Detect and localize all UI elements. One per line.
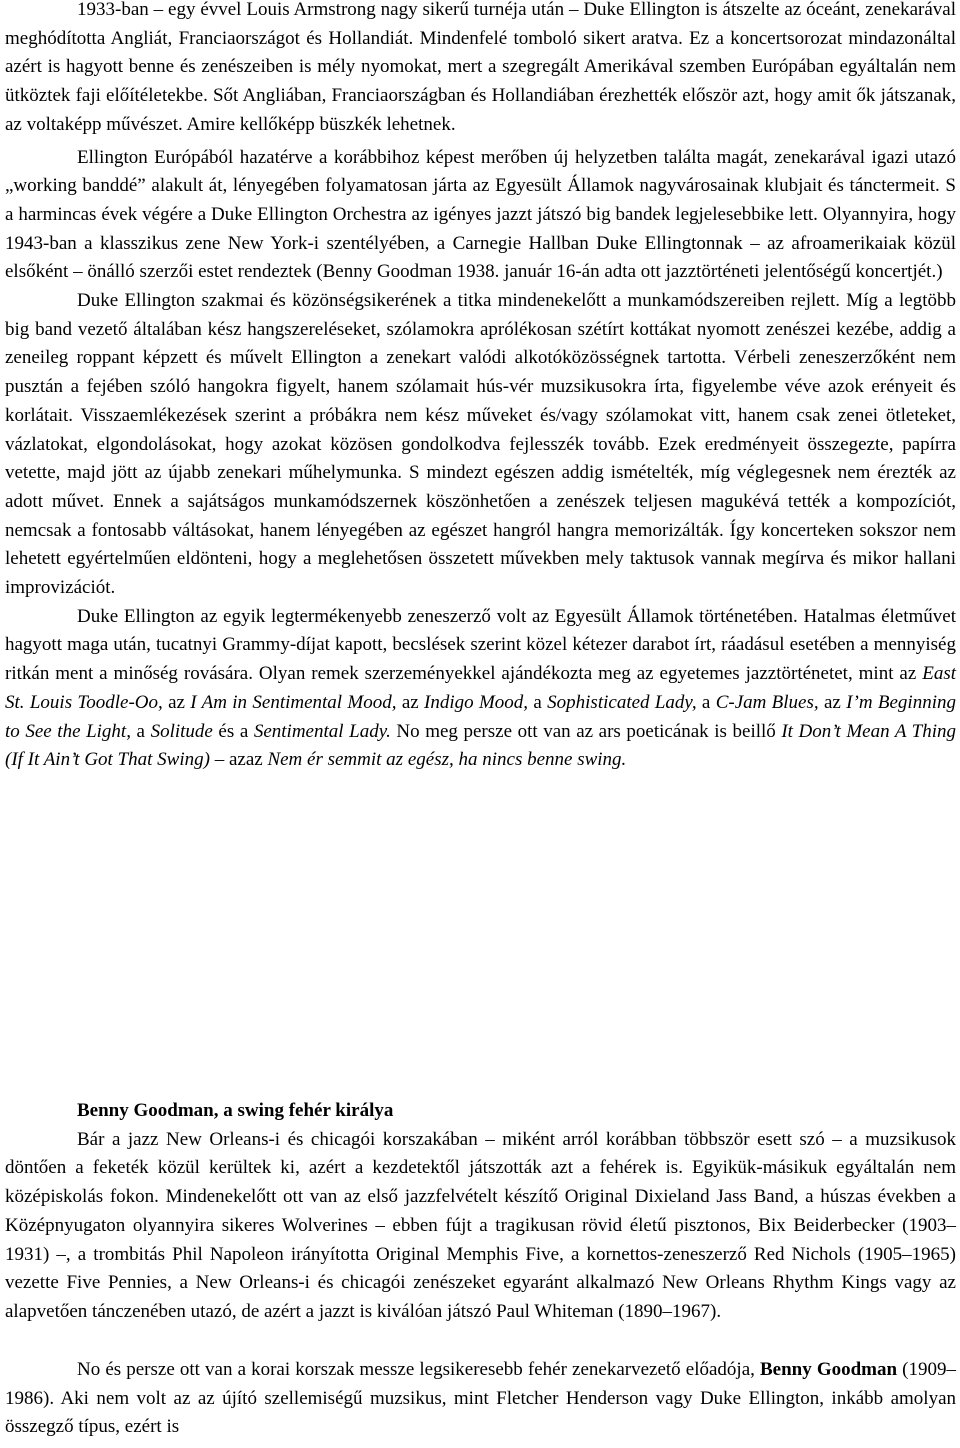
title-nem-er-semmit: Nem ér semmit az egész, ha nincs benne swing. — [267, 749, 627, 771]
sep-2: az — [396, 691, 425, 713]
title-sentimental-mood: I Am in Sentimental Mood, — [190, 691, 397, 713]
section-goodman — [5, 1069, 956, 1327]
title-beginning-to-see-the-light: I’m Beginning to See the Light, — [5, 691, 956, 742]
title-indigo-mood: Indigo Mood, — [424, 691, 529, 713]
title-it-dont-mean-a-thing: It Don’t Mean A Thing (If It Ain’t Got That Swing) — [5, 720, 957, 771]
title-solitude: Solitude — [150, 720, 213, 742]
sep-3: a — [528, 691, 548, 713]
sep-6: a — [130, 720, 151, 742]
sep-4: a — [696, 691, 716, 713]
sep-9: – azaz — [209, 749, 268, 771]
sep-1: az — [162, 691, 191, 713]
paragraph-5: Bár a jazz New Orleans-i és chicagói korszakában – miként arról korábban többször esett szó – a muzsikusok döntően a feketék közül kerültek ki, azért a kezdetektől játszották azt a fehérek is. Egyikük-másikuk egyáltalán nem középiskolás fokon. Mindenekelőtt ott van az első jazzfelvételt készítő Original Dixieland Jass Band, a húszas években a Középnyugaton olyannyira sikeres Wolverines – ebben fújt a tragikusan rövid életű pisztonos, Bix Beiderbecker (1903–1931) –, a trombitás Phil Napoleon irányította Original Memphis Five, a kornettos-zeneszerző Red Nichols (1905–1965) vezette Five Pennies, a New Orleans-i és chicagói zenészeket egyaránt alkalmazó New Orleans Rhythm Kings vagy az alapvetően tánczenében utazó, de azért a jazzt is kiválóan játszó Paul Whiteman (1890–1967). — [5, 1128, 956, 1322]
section-goodman-cont — [5, 1356, 956, 1442]
paragraph-2: Ellington Európából hazatérve a korábbihoz képest merőben új helyzetben találta magát, zenekarával igazi utazó „working banddé” alakult át, lényegében folyamatosan járta az Egyesült Államok nagyvárosainak klubjait és tánctermeit. S a harmincas évek végére a Duke Ellington Orchestra az igényes jazzt játszó big bandek legjelesebbike lett. Olyannyira, hogy 1943-ban a klasszikus zene New York-i szentélyében, a Carnegie Hallban Duke Ellingtonnak – az afroamerikaiak közül elsőként – önálló szerzői estet rendeztek (Benny Goodman 1938. január 16-án adta ott jazztörténeti jelentőségű koncertjét.) — [5, 146, 956, 283]
paragraph-4-text: Duke Ellington az egyik legtermékenyebb zeneszerző volt az Egyesült Államok történetében. Hatalmas életművet hagyott maga után, tucatnyi Grammy-díjat kapott, becslések szerint közel kétezer darabot írt, ráadásul esetében a mennyiség ritkán ment a minőség rovására. Olyan remek szerzeményekkel ajándékozta meg az egyetemes jazztörténetet, mint az — [5, 605, 956, 685]
name-benny-goodman: Benny Goodman — [759, 1359, 898, 1380]
paragraph-6 — [5, 1356, 956, 1442]
sep-7: és a — [212, 720, 254, 742]
title-sophisticated-lady: Sophisticated Lady, — [547, 691, 697, 713]
section-ellington — [5, 0, 956, 775]
paragraph-3: Duke Ellington szakmai és közönségsikerének a titka mindenekelőtt a munkamódszereiben rejlett. Míg a legtöbb big band vezető általában kész hangszereléseket, szólamokra aprólékosan szétírt kottákat nyomott zenészei kezébe, addig a zeneileg roppant képzett és művelt Ellington a zenekart valódi alkotóközösségnek tartotta. Vérbeli zeneszerzőként nem pusztán a fejében szóló hangokra figyelt, hanem szólamait hús-vér muzsikusokra írta, figyelembe véve azok erényeit és korlátait. Visszaemlékezések szerint a próbákra nem kész műveket és/vagy szólamokat vitt, hanem csak zenei ötleteket, vázlatokat, elgondolásokat, hogy azokat közösen gondolkodva fejlesszék tovább. Ezek eredményeit összegezte, papírra vetette, majd jött az újabb zenekari műhelymunka. S mindezt egészen addig ismételték, míg véglegesnek nem érezték az adott művet. Ennek a sajátságos munkamódszernek köszönhetően a zenészek teljesen magukévá tették a kompozíciót, nemcsak a fontosabb váltásokat, hanem lényegében az egészet hangról hangra memorizálták. Így koncerteken sokszor nem lehetett egyértelműen eldönteni, hogy a meglehetősen összetett művekben mely taktusok vannak megírva és mikor hallani improvizációt. — [5, 290, 956, 599]
sep-5: az — [818, 691, 847, 713]
sep-8: No meg persze ott van az ars poeticának is beillő — [390, 720, 782, 742]
title-east-st-louis: East St. Louis Toodle-Oo, — [5, 663, 956, 713]
title-c-jam-blues: C-Jam Blues, — [715, 691, 819, 713]
paragraph-6-text-a: No és persze ott van a korai korszak messze legsikeresebb fehér zenekarvezető előadója, — [77, 1359, 760, 1380]
paragraph-1: 1933-ban – egy évvel Louis Armstrong nagy sikerű turnéja után – Duke Ellington is átszelte az óceánt, zenekarával meghódította Angliát, Franciaországot és Hollandiát. Mindenfelé tomboló sikert aratva. Ez a koncertsorozat mindazonáltal azért is hagyott benne és zenészeiben is mély nyomokat, mert a szegregált Amerikával szemben Európában egyáltalán nem ütköztek faji előítéletekbe. Sőt Angliában, Franciaországban és Hollandiában érezhették először azt, hogy amit ők játszanak, az voltaképp művészet. Amire kellőképp büszkék lehetnek. — [5, 0, 956, 135]
title-sentimental-lady: Sentimental Lady. — [253, 720, 391, 742]
paragraph-4 — [5, 603, 956, 775]
section-heading: Benny Goodman, a swing fehér királya — [77, 1100, 394, 1121]
paragraph-6-text-b: (1909–1986). Aki nem volt az az újító szellemiségű muzsikus, mint Fletcher Henderson vagy Duke Ellington, inkább amolyan összegző típus, ezért is — [5, 1359, 957, 1438]
